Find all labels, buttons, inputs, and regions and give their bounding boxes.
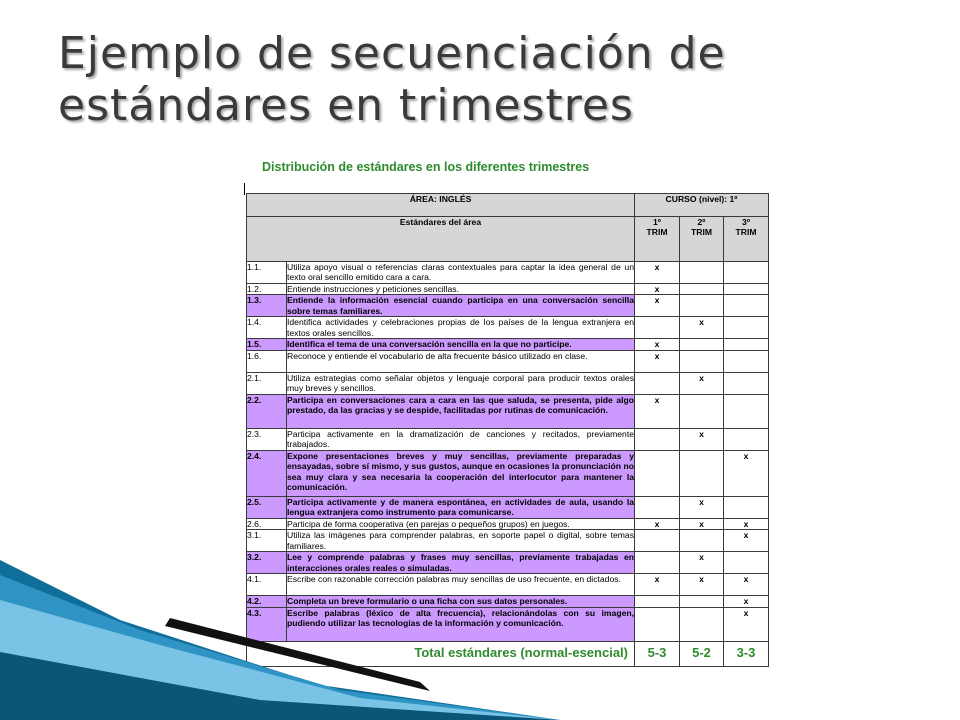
standard-text: Identifica actividades y celebraciones propias de los países de la lengua extranjera en textos orales sencillos. (287, 317, 634, 338)
trim-1-mark (635, 530, 680, 552)
standard-number: 3.2. (247, 552, 287, 574)
standard-row (247, 295, 769, 317)
standard-number: 1.6. (247, 350, 287, 372)
trim-header-line: 3º (742, 217, 750, 227)
trim-header-line: TRIM (735, 227, 757, 238)
slide-title: Ejemplo de secuenciación de estándares en trimestres (58, 28, 726, 131)
trim-header-line: TRIM (646, 227, 668, 238)
standard-number: 2.1. (247, 372, 287, 394)
standard-row (247, 317, 769, 339)
trim-2-mark (680, 339, 724, 350)
standard-row (247, 496, 769, 518)
standard-row (247, 428, 769, 450)
trim-1-mark: x (635, 262, 680, 284)
standard-row (247, 284, 769, 295)
trim-1-mark: x (635, 284, 680, 295)
standard-row (247, 262, 769, 284)
standard-text: Expone presentaciones breves y muy sencillas, previamente preparadas y ensayadas, sobre sí mismo, y sus gustos, aunque en ocasiones la pronunciación no sea muy clara y sea necesaria la cooperación del interlocutor para mantener la comunicación. (287, 450, 635, 496)
standard-row (247, 394, 769, 428)
standard-number: 2.6. (247, 518, 287, 529)
trim-2-mark: x (680, 496, 724, 518)
trim-3-mark: x (724, 607, 769, 641)
trim-2-mark: x (680, 317, 724, 339)
trim-1-mark (635, 607, 680, 641)
corner-swoosh-decoration (0, 560, 560, 720)
standard-text: Utiliza estrategias como señalar objetos y lenguaje corporal para producir textos orales muy breves y sencillos. (287, 372, 634, 394)
trim-2-mark (680, 394, 724, 428)
standard-number: 4.3. (247, 607, 287, 641)
trim-3-mark: x (724, 574, 769, 596)
standard-text: Participa activamente y de manera espontánea, en actividades de aula, usando la lengua extranjera como instrumento para comunicarse. (287, 496, 634, 518)
standard-text: Completa un breve formulario o una ficha con sus datos personales. (287, 596, 635, 607)
standard-text: Reconoce y entiende el vocabulario de alta frecuente básico utilizado en clase. (287, 350, 635, 372)
standard-row (247, 339, 769, 350)
standard-text: Participa de forma cooperativa (en parejas o pequeños grupos) en juegos. (287, 518, 635, 529)
standard-text: Identifica el tema de una conversación sencilla en la que no participe. (287, 339, 635, 350)
standard-number: 1.3. (247, 295, 287, 317)
standard-row (247, 350, 769, 372)
trim-header-line: 2º (697, 217, 706, 227)
total-label: Total estándares (normal-esencial) (247, 641, 635, 666)
standard-number: 1.2. (247, 284, 287, 295)
trim-1-header (635, 217, 680, 262)
standard-number: 1.4. (247, 317, 287, 339)
standard-text: Participa activamente en la dramatización de canciones y recitados, previamente trabajados. (287, 428, 634, 450)
trim-2-header (680, 217, 724, 262)
standard-number: 3.1. (247, 530, 287, 552)
trim-2-mark (680, 607, 724, 641)
trim-2-mark (680, 450, 724, 496)
standard-text: Entiende instrucciones y peticiones sencillas. (287, 284, 635, 295)
standard-number: 4.1. (247, 574, 287, 596)
trim-2-mark: x (680, 552, 724, 574)
trim-3-mark (724, 428, 769, 450)
trim-1-mark: x (635, 295, 680, 317)
trim-2-mark: x (680, 574, 724, 596)
trim-2-mark: x (680, 372, 724, 394)
standard-row (247, 372, 769, 394)
trim-1-mark (635, 496, 680, 518)
curso-label: CURSO (nivel): 1º (635, 194, 769, 217)
standard-text: Utiliza las imágenes para comprender palabras, en soporte papel o digital, sobre temas familiares. (287, 530, 634, 551)
trim-2-mark (680, 530, 724, 552)
standard-text: Entiende la información esencial cuando participa en una conversación sencilla sobre temas familiares. (287, 295, 634, 316)
total-trim-2: 5-2 (680, 641, 724, 666)
total-trim-1: 5-3 (635, 641, 680, 666)
trim-3-mark (724, 552, 769, 574)
trim-2-mark (680, 262, 724, 284)
standard-row (247, 530, 769, 552)
trim-1-mark (635, 450, 680, 496)
trim-1-mark (635, 596, 680, 607)
area-label: ÁREA: INGLÉS (247, 194, 635, 217)
trim-1-mark: x (635, 350, 680, 372)
trim-2-mark: x (680, 518, 724, 529)
trim-3-mark (724, 284, 769, 295)
standard-number: 1.5. (247, 339, 287, 350)
standard-text: Escribe con razonable corrección palabras muy sencillas de uso frecuente, en dictados. (287, 574, 635, 596)
standard-text: Escribe palabras (léxico de alta frecuencia), relacionándolas con su imagen, pudiendo utilizar las tecnologías de la información y comunicación. (287, 607, 635, 641)
standard-text: Participa en conversaciones cara a cara en las que saluda, se presenta, pide algo prestado, da las gracias y se despide, facilitadas por rutinas de comunicación. (287, 394, 635, 428)
trim-2-mark (680, 284, 724, 295)
trim-1-mark: x (635, 339, 680, 350)
table-edge-mark (244, 183, 245, 195)
trim-3-mark: x (724, 450, 769, 496)
standard-text: Utiliza apoyo visual o referencias claras contextuales para captar la idea general de un texto oral sencillo emitido cara a cara. (287, 262, 634, 283)
trim-header-line: TRIM (690, 227, 712, 238)
standards-header: Estándares del área (247, 217, 635, 262)
trim-3-mark (724, 339, 769, 350)
total-trim-3: 3-3 (724, 641, 769, 666)
standard-number: 1.1. (247, 262, 287, 284)
trim-3-mark (724, 262, 769, 284)
trim-1-mark: x (635, 518, 680, 529)
table-caption: Distribución de estándares en los diferentes trimestres (262, 160, 590, 174)
trim-3-mark (724, 496, 769, 518)
trim-3-mark (724, 350, 769, 372)
trim-2-mark (680, 350, 724, 372)
trim-3-mark (724, 394, 769, 428)
trim-2-mark: x (680, 428, 724, 450)
standard-number: 2.4. (247, 450, 287, 496)
trim-2-mark (680, 596, 724, 607)
trim-1-mark (635, 552, 680, 574)
standard-text: Lee y comprende palabras y frases muy sencillas, previamente trabajadas en interacciones orales reales o simuladas. (287, 552, 634, 573)
trim-1-mark (635, 428, 680, 450)
trim-1-mark: x (635, 394, 680, 428)
standard-row (247, 450, 769, 496)
trim-3-mark (724, 317, 769, 339)
standard-number: 2.5. (247, 496, 287, 518)
trim-3-mark: x (724, 530, 769, 552)
standard-number: 2.3. (247, 428, 287, 450)
standard-number: 4.2. (247, 596, 287, 607)
trim-3-mark (724, 295, 769, 317)
trim-1-mark: x (635, 574, 680, 596)
trim-1-mark (635, 317, 680, 339)
standard-row (247, 518, 769, 529)
trim-1-mark (635, 372, 680, 394)
trim-3-mark (724, 372, 769, 394)
trim-3-header (724, 217, 769, 262)
trim-3-mark: x (724, 518, 769, 529)
trim-2-mark (680, 295, 724, 317)
standard-number: 2.2. (247, 394, 287, 428)
trim-header-line: 1º (653, 217, 661, 227)
trim-3-mark: x (724, 596, 769, 607)
